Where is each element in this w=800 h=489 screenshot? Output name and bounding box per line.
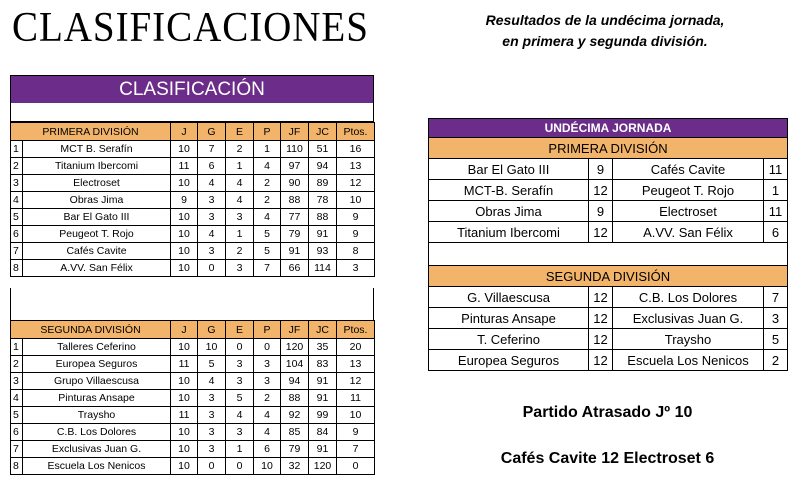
column-header: E [226,123,254,141]
rank-cell: 1 [11,339,23,356]
primera-classification-table [10,122,375,277]
stat-cell: 78 [309,192,337,209]
stat-cell: 0 [226,458,254,475]
stat-cell: 10 [171,209,198,226]
stat-cell: 3 [198,390,226,407]
stat-cell: 3 [226,260,254,277]
stat-cell: 3 [198,192,226,209]
result-row [429,180,788,201]
rank-cell: 8 [11,260,23,277]
stat-cell: 90 [281,175,309,192]
stat-cell: 10 [171,243,198,260]
stat-cell: 91 [281,243,309,260]
stat-cell: 4 [226,175,254,192]
stat-cell: 20 [337,339,375,356]
stat-cell: 120 [281,339,309,356]
team-cell: Obras Jima [23,192,171,209]
stat-cell: 13 [337,158,375,175]
home-team: Titanium Ibercomi [429,222,589,243]
stat-cell: 4 [226,192,254,209]
stat-cell: 4 [254,209,281,226]
stat-cell: 84 [309,424,337,441]
away-score: 2 [764,350,788,371]
rank-cell: 7 [11,441,23,458]
stat-cell: 32 [281,458,309,475]
stat-cell: 5 [198,356,226,373]
home-team: Europea Seguros [429,350,589,371]
result-row [429,159,788,180]
subtitle [440,10,770,52]
column-header: Ptos. [337,123,375,141]
team-cell: Bar El Gato III [23,209,171,226]
stat-cell: 10 [171,458,198,475]
column-header: JC [309,123,337,141]
table-row [11,226,375,243]
stat-cell: 2 [254,175,281,192]
table-row [11,441,375,458]
stat-cell: 83 [309,356,337,373]
stat-cell: 88 [281,390,309,407]
classification-banner: CLASIFICACIÓN [10,75,374,104]
subtitle-line-1: Resultados de la undécima jornada, [485,12,725,28]
stat-cell: 11 [171,158,198,175]
stat-cell: 77 [281,209,309,226]
stat-cell: 3 [198,407,226,424]
stat-cell: 93 [309,243,337,260]
stat-cell: 91 [309,226,337,243]
stat-cell: 1 [226,226,254,243]
stat-cell: 1 [226,441,254,458]
team-cell: MCT B. Serafín [23,141,171,158]
rank-cell: 2 [11,158,23,175]
stat-cell: 0 [254,339,281,356]
stat-cell: 104 [281,356,309,373]
stat-cell: 88 [281,192,309,209]
table-row [11,260,375,277]
stat-cell: 3 [254,356,281,373]
stat-cell: 10 [171,373,198,390]
rank-cell: 1 [11,141,23,158]
stat-cell: 66 [281,260,309,277]
stat-cell: 3 [198,209,226,226]
stat-cell: 3 [226,356,254,373]
team-cell: Escuela Los Nenicos [23,458,171,475]
rank-cell: 6 [11,424,23,441]
rank-cell: 8 [11,458,23,475]
home-score: 9 [589,159,613,180]
table-row [11,458,375,475]
stat-cell: 79 [281,441,309,458]
away-score: 11 [764,201,788,222]
stat-cell: 114 [309,260,337,277]
team-cell: Electroset [23,175,171,192]
stat-cell: 3 [226,209,254,226]
column-header: JC [309,321,337,339]
stat-cell: 91 [309,373,337,390]
stat-cell: 4 [254,158,281,175]
away-team: Escuela Los Nenicos [613,350,764,371]
stat-cell: 120 [309,458,337,475]
stat-cell: 10 [171,226,198,243]
table-row [11,158,375,175]
results-primera-label: PRIMERA DIVISIÓN [429,138,788,159]
stat-cell: 10 [171,441,198,458]
stat-cell: 35 [309,339,337,356]
stat-cell: 4 [198,175,226,192]
rank-cell: 7 [11,243,23,260]
stat-cell: 3 [254,373,281,390]
postponed-title: Partido Atrasado Jº 10 [522,404,693,421]
stat-cell: 11 [171,407,198,424]
table-row [11,192,375,209]
column-header: G [198,123,226,141]
postponed-result: Cafés Cavite 12 Electroset 6 [500,450,715,467]
team-cell: Titanium Ibercomi [23,158,171,175]
stat-cell: 13 [337,356,375,373]
home-team: G. Villaescusa [429,287,589,308]
stat-cell: 79 [281,226,309,243]
stat-cell: 10 [337,192,375,209]
stat-cell: 88 [309,209,337,226]
table-header-row [11,321,375,339]
stat-cell: 9 [171,192,198,209]
away-team: Electroset [613,201,764,222]
stat-cell: 9 [337,424,375,441]
stat-cell: 10 [171,424,198,441]
stat-cell: 85 [281,424,309,441]
stat-cell: 3 [226,424,254,441]
stat-cell: 3 [198,441,226,458]
stat-cell: 0 [337,458,375,475]
results-segunda-label: SEGUNDA DIVISIÓN [429,266,788,287]
stat-cell: 4 [198,373,226,390]
stat-cell: 3 [226,373,254,390]
home-score: 12 [589,350,613,371]
column-header: P [254,123,281,141]
stat-cell: 9 [337,209,375,226]
away-team: Peugeot T. Rojo [613,180,764,201]
table-row [11,243,375,260]
team-cell: Europea Seguros [23,356,171,373]
away-team: Cafés Cavite [613,159,764,180]
rank-cell: 6 [11,226,23,243]
home-team: Pinturas Ansape [429,308,589,329]
division-label: PRIMERA DIVISIÓN [11,123,171,141]
stat-cell: 91 [309,441,337,458]
stat-cell: 4 [254,407,281,424]
away-score: 11 [764,159,788,180]
table-row [11,339,375,356]
result-row [429,329,788,350]
spacer-row [429,243,788,266]
stat-cell: 97 [281,158,309,175]
stat-cell: 9 [337,226,375,243]
subtitle-line-2: en primera y segunda división. [502,33,708,49]
stat-cell: 3 [198,424,226,441]
stat-cell: 0 [198,260,226,277]
division-label: SEGUNDA DIVISIÓN [11,321,171,339]
stat-cell: 10 [254,458,281,475]
stat-cell: 4 [226,407,254,424]
column-header: P [254,321,281,339]
stat-cell: 0 [226,339,254,356]
team-cell: Pinturas Ansape [23,390,171,407]
stat-cell: 89 [309,175,337,192]
stat-cell: 10 [171,390,198,407]
home-team: Bar El Gato III [429,159,589,180]
stat-cell: 7 [198,141,226,158]
stat-cell: 110 [281,141,309,158]
result-row [429,201,788,222]
away-team: A.VV. San Félix [613,222,764,243]
stat-cell: 3 [198,243,226,260]
spacer-row [10,288,374,321]
stat-cell: 6 [198,158,226,175]
rank-cell: 3 [11,373,23,390]
home-score: 12 [589,287,613,308]
stat-cell: 10 [171,339,198,356]
stat-cell: 0 [198,458,226,475]
stat-cell: 4 [254,424,281,441]
column-header: G [198,321,226,339]
result-row [429,308,788,329]
team-cell: Talleres Ceferino [23,339,171,356]
team-cell: Exclusivas Juan G. [23,441,171,458]
away-team: Exclusivas Juan G. [613,308,764,329]
stat-cell: 5 [254,226,281,243]
table-row [11,373,375,390]
column-header: E [226,321,254,339]
stat-cell: 10 [198,339,226,356]
team-cell: Grupo Villaescusa [23,373,171,390]
stat-cell: 8 [337,243,375,260]
rank-cell: 3 [11,175,23,192]
result-row [429,222,788,243]
stat-cell: 91 [309,390,337,407]
home-team: MCT-B. Serafín [429,180,589,201]
stat-cell: 11 [337,390,375,407]
home-score: 12 [589,222,613,243]
segunda-classification-table [10,320,375,475]
away-score: 7 [764,287,788,308]
column-header: JF [281,321,309,339]
stat-cell: 12 [337,175,375,192]
stat-cell: 10 [171,175,198,192]
away-score: 6 [764,222,788,243]
column-header: J [171,321,198,339]
stat-cell: 51 [309,141,337,158]
home-score: 12 [589,329,613,350]
table-row [11,141,375,158]
table-row [11,175,375,192]
rank-cell: 4 [11,192,23,209]
stat-cell: 3 [337,260,375,277]
stat-cell: 7 [254,260,281,277]
stat-cell: 1 [254,141,281,158]
away-score: 5 [764,329,788,350]
away-team: Traysho [613,329,764,350]
team-cell: Traysho [23,407,171,424]
home-score: 12 [589,308,613,329]
away-score: 1 [764,180,788,201]
stat-cell: 2 [226,141,254,158]
stat-cell: 10 [337,407,375,424]
rank-cell: 2 [11,356,23,373]
rank-cell: 5 [11,209,23,226]
stat-cell: 92 [281,407,309,424]
stat-cell: 2 [226,243,254,260]
table-row [11,424,375,441]
stat-cell: 5 [226,390,254,407]
results-table [428,118,788,371]
stat-cell: 10 [171,260,198,277]
stat-cell: 2 [254,192,281,209]
spacer-row [10,103,374,122]
table-header-row [11,123,375,141]
home-team: T. Ceferino [429,329,589,350]
stat-cell: 94 [309,158,337,175]
stat-cell: 6 [254,441,281,458]
team-cell: Peugeot T. Rojo [23,226,171,243]
team-cell: Cafés Cavite [23,243,171,260]
result-row [429,287,788,308]
rank-cell: 4 [11,390,23,407]
home-score: 12 [589,180,613,201]
stat-cell: 7 [337,441,375,458]
results-header: UNDÉCIMA JORNADA [429,119,788,138]
column-header: J [171,123,198,141]
stat-cell: 99 [309,407,337,424]
result-row [429,350,788,371]
table-row [11,407,375,424]
team-cell: C.B. Los Dolores [23,424,171,441]
stat-cell: 2 [254,390,281,407]
stat-cell: 16 [337,141,375,158]
page-title: CLASIFICACIONES [12,5,369,51]
away-score: 3 [764,308,788,329]
team-cell: A.VV. San Félix [23,260,171,277]
table-row [11,209,375,226]
stat-cell: 1 [226,158,254,175]
stat-cell: 94 [281,373,309,390]
home-team: Obras Jima [429,201,589,222]
stat-cell: 4 [198,226,226,243]
column-header: Ptos. [337,321,375,339]
rank-cell: 5 [11,407,23,424]
stat-cell: 10 [171,141,198,158]
stat-cell: 5 [254,243,281,260]
home-score: 9 [589,201,613,222]
away-team: C.B. Los Dolores [613,287,764,308]
stat-cell: 12 [337,373,375,390]
stat-cell: 11 [171,356,198,373]
table-row [11,390,375,407]
column-header: JF [281,123,309,141]
table-row [11,356,375,373]
